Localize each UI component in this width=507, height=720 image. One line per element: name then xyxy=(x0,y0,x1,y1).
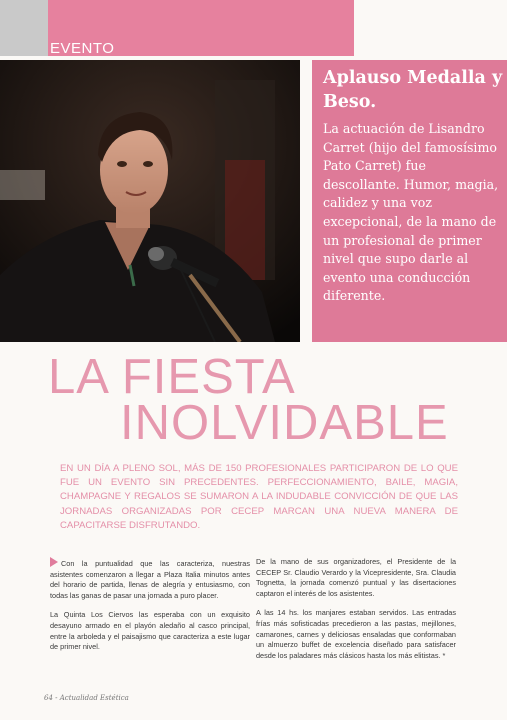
callout-title: Aplauso Medalla y Beso. xyxy=(323,68,503,112)
headline-line-1: LA FIESTA xyxy=(48,350,296,404)
paragraph xyxy=(50,557,250,601)
headline-line-2: INOLVIDABLE xyxy=(120,396,449,450)
article-column-right xyxy=(256,557,456,670)
paragraph: A las 14 hs. los manjares estaban servidos. Las entradas frías más sofisticadas precedieron a las pastas, mejillones, camarones, carnes y deliciosas ensaladas que conformaban un almuerzo buffet de excelencia diseñado para satisfacer desde los paladares más clásicos hasta los más elitistas. * xyxy=(256,608,456,660)
article-column-left xyxy=(50,557,250,662)
event-photo xyxy=(0,60,300,342)
page-footer: 64 - Actualidad Estética xyxy=(44,694,129,702)
callout-box xyxy=(312,60,507,342)
arrow-bullet-icon xyxy=(50,557,58,567)
intro-paragraph: EN UN DÍA A PLENO SOL, MÁS DE 150 PROFESIONALES PARTICIPARON DE LO QUE FUE UN EVENTO SIN PRECEDENTES. PERFECCIONAMIENTO, BAILE, MAGIA, CHAMPAGNE Y REGALOS SE SUMARON A LA INDUDABLE CONVICCIÓN DE QUE LAS JORNADAS ORGANIZADAS POR CECEP MARCAN UNA NUEVA MANERA DE CAPACITARSE DISFRUTANDO. xyxy=(60,463,458,531)
paragraph: La Quinta Los Ciervos las esperaba con un exquisito desayuno armado en el playón aledaño al casco principal, entre la arboleda y el paisajismo que caracteriza a este lugar de primer nivel. xyxy=(50,610,250,652)
section-label: EVENTO xyxy=(50,40,115,57)
callout-body: La actuación de Lisandro Carret (hijo del famosísimo Pato Carret) fue descollante. Humor, magia, calidez y una voz excepcional, de la mano de un profesional de primer nivel que supo darle al evento una conducción diferente. xyxy=(323,121,499,304)
paragraph: De la mano de sus organizadores, el Presidente de la CECEP Sr. Claudio Verardo y la Vicepresidente, Sra. Claudia Tognetta, la jornada comenzó puntual y las disertaciones captaron el interés de los asistentes. xyxy=(256,557,456,598)
speaker-at-microphone-photo xyxy=(0,60,300,342)
header-gray-block xyxy=(0,0,48,56)
paragraph-text: Con la puntualidad que las caracteriza, nuestras asistentes comenzaron a llegar a Plaza Italia minutos antes del horario de partida, llenas de alegría y entusiasmo, con todas las ganas de pasar una jornada a puro placer. xyxy=(50,559,250,600)
